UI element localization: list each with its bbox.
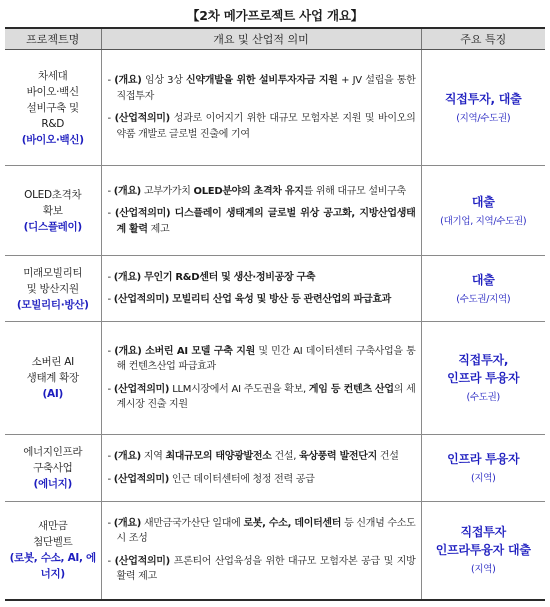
overview-text: 성과로 이어지기 위한 대규모 모험자본 지원 및 바이오의약품 개발로 글로벌 진출에 기여 [116,113,416,140]
region-label: (수도권/지역) [456,293,511,305]
overview-cell [101,256,421,322]
project-name-line: OLED초격차 [24,188,82,201]
overview-bullet [108,73,416,104]
overview-text: 게임 등 컨텐츠 산업 [308,383,394,395]
header-features: 주요 특징 [421,28,545,50]
project-name-line: 미래모빌리티 [23,266,83,279]
overview-text: (개요) [113,517,142,529]
overview-text: (산업적의미) [113,473,170,485]
header-overview: 개요 및 산업적 의미 [101,28,421,50]
table-row [5,166,545,256]
project-name-line: 새만금 [37,520,68,533]
investment-type: 인프라 투융자 [447,452,520,466]
bullet-dash: - [107,345,115,357]
overview-text: OLED분야의 초격차 유지 [193,185,304,197]
overview-text: 로봇, 수소, 데이터센터 [243,517,342,529]
table-body [5,50,545,600]
overview-text: 인근 데이터센터에 청정 전력 공급 [169,473,315,485]
overview-bullet [108,516,416,547]
overview-text: (산업적의미) [113,383,170,395]
overview-text: (산업적의미) [114,555,170,567]
overview-cell [101,502,421,600]
region-label: (지역/수도권) [456,112,511,124]
bullet-dash: - [107,451,114,462]
overview-bullet [108,554,416,585]
project-name-line: 첨단벨트 [33,536,73,549]
bullet-dash: - [107,294,114,305]
project-name-cell [5,256,101,322]
overview-text: 육상풍력 발전단지 [298,451,378,462]
overview-text: (산업적의미) [114,113,170,124]
bullet-dash: - [107,113,115,124]
bullet-dash: - [107,208,115,220]
table-row [5,435,545,502]
overview-text: LLM시장에서 AI 주도권을 확보, [169,383,309,395]
investment-type: 대출 [471,272,495,287]
bullet-dash: - [107,517,114,529]
project-category: (로봇, 수소, AI, 에너지) [9,552,96,581]
project-name-line: 생태계 확장 [26,372,79,384]
project-overview-table [5,27,545,601]
overview-text: (산업적의미) 모빌리티 산업 육성 및 방산 등 관련산업의 파급효과 [113,294,392,305]
region-label: (지역) [470,564,496,576]
header-project-name: 프로젝트명 [5,28,101,50]
feature-cell [421,502,545,600]
overview-text: (개요) 무인기 R&D센터 및 생산·정비공장 구축 [113,271,316,283]
project-name-line: 구축사업 [33,462,73,474]
overview-text: 최대규모의 태양광발전소 [165,451,272,462]
overview-text: (개요) [113,185,141,197]
project-name-cell [5,322,101,435]
bullet-dash: - [107,271,114,283]
bullet-dash: - [107,75,115,86]
project-category: (바이오·백신) [21,133,84,146]
project-category: (모빌리티·방산) [16,298,89,311]
overview-text: 및 민간 AI 데이터센터 구축사업을 통해 컨텐츠산업 파급효과 [116,345,416,372]
project-name-line: 바이오·백신 [26,85,79,98]
project-name-line: 에너지인프라 [23,446,83,458]
overview-cell [101,322,421,435]
overview-bullet [108,292,416,308]
project-name-line: 설비구축 및 [26,101,79,114]
table-header-row [5,28,545,50]
overview-bullet [108,111,416,142]
overview-cell [101,166,421,256]
overview-bullet [108,449,416,465]
investment-type: 대출 [471,194,495,209]
project-name-line: 확보 [42,204,63,217]
overview-text: + JV 설립을 통한 직접투자 [116,75,416,102]
investment-type: 직접투자, 대출 [444,91,522,106]
bullet-dash: - [107,473,114,485]
overview-text: 건설 [377,451,399,462]
investment-type: 직접투자, [458,353,509,367]
region-label: (수도권) [466,392,500,403]
overview-bullet [108,344,416,375]
project-category: (에너지) [33,478,73,490]
project-name-cell [5,435,101,502]
overview-text: 건설, [271,451,299,462]
table-row [5,322,545,435]
overview-text: 를 위해 대규모 설비구축 [303,185,406,197]
overview-text: (산업적의미) 디스플레이 생태계의 글로벌 위상 공고화, 지방산업생태계 활력 [114,208,416,235]
feature-cell [421,256,545,322]
feature-cell [421,50,545,166]
project-name-line: 소버린 AI [31,356,74,368]
table-row [5,502,545,600]
overview-bullet [108,270,416,286]
overview-text: (개요) [113,451,141,462]
bullet-dash: - [107,555,115,567]
overview-text: 신약개발을 위한 설비투자자금 지원 [186,75,338,86]
investment-type: 인프라 투융자 [447,371,520,385]
overview-bullet [108,184,416,200]
project-name-line: 및 방산지원 [26,282,79,295]
overview-text: 제고 [147,223,170,235]
overview-text: (개요) [114,75,142,86]
bullet-dash: - [107,185,114,197]
table-row [5,256,545,322]
project-name-line: 차세대 [37,69,68,82]
overview-text: 등 신개념 수소도시 조성 [116,517,416,545]
overview-text: 의 세계시장 진출 지원 [116,383,416,410]
overview-cell [101,50,421,166]
overview-text: 지역 [140,451,166,462]
region-label: (대기업, 지역/수도권) [440,215,527,227]
overview-text: 고부가가치 [140,185,194,197]
bullet-dash: - [107,383,114,395]
feature-cell [421,166,545,256]
project-name-line: R&D [41,117,65,130]
project-name-cell [5,50,101,166]
overview-bullet [108,382,416,413]
overview-text: 프론티어 산업육성을 위한 대규모 모험자본 공급 및 지방 활력 제고 [116,555,416,583]
overview-text: 임상 3상 [141,75,187,86]
overview-bullet [108,206,416,237]
overview-bullet [108,472,416,488]
table-row [5,50,545,166]
project-category: (디스플레이) [23,220,82,233]
investment-type: 직접투자 [460,525,507,540]
project-name-cell [5,166,101,256]
overview-cell [101,435,421,502]
project-name-cell [5,502,101,600]
overview-text: (개요) 소버린 AI 모델 구축 지원 [114,345,255,357]
page-title: 【2차 메가프로젝트 사업 개요】 [186,8,364,23]
project-category: (AI) [42,388,63,400]
region-label: (지역) [470,473,496,484]
feature-cell [421,322,545,435]
feature-cell [421,435,545,502]
investment-type: 인프라투융자 대출 [435,543,531,558]
overview-text: 새만금국가산단 일대에 [141,517,244,529]
